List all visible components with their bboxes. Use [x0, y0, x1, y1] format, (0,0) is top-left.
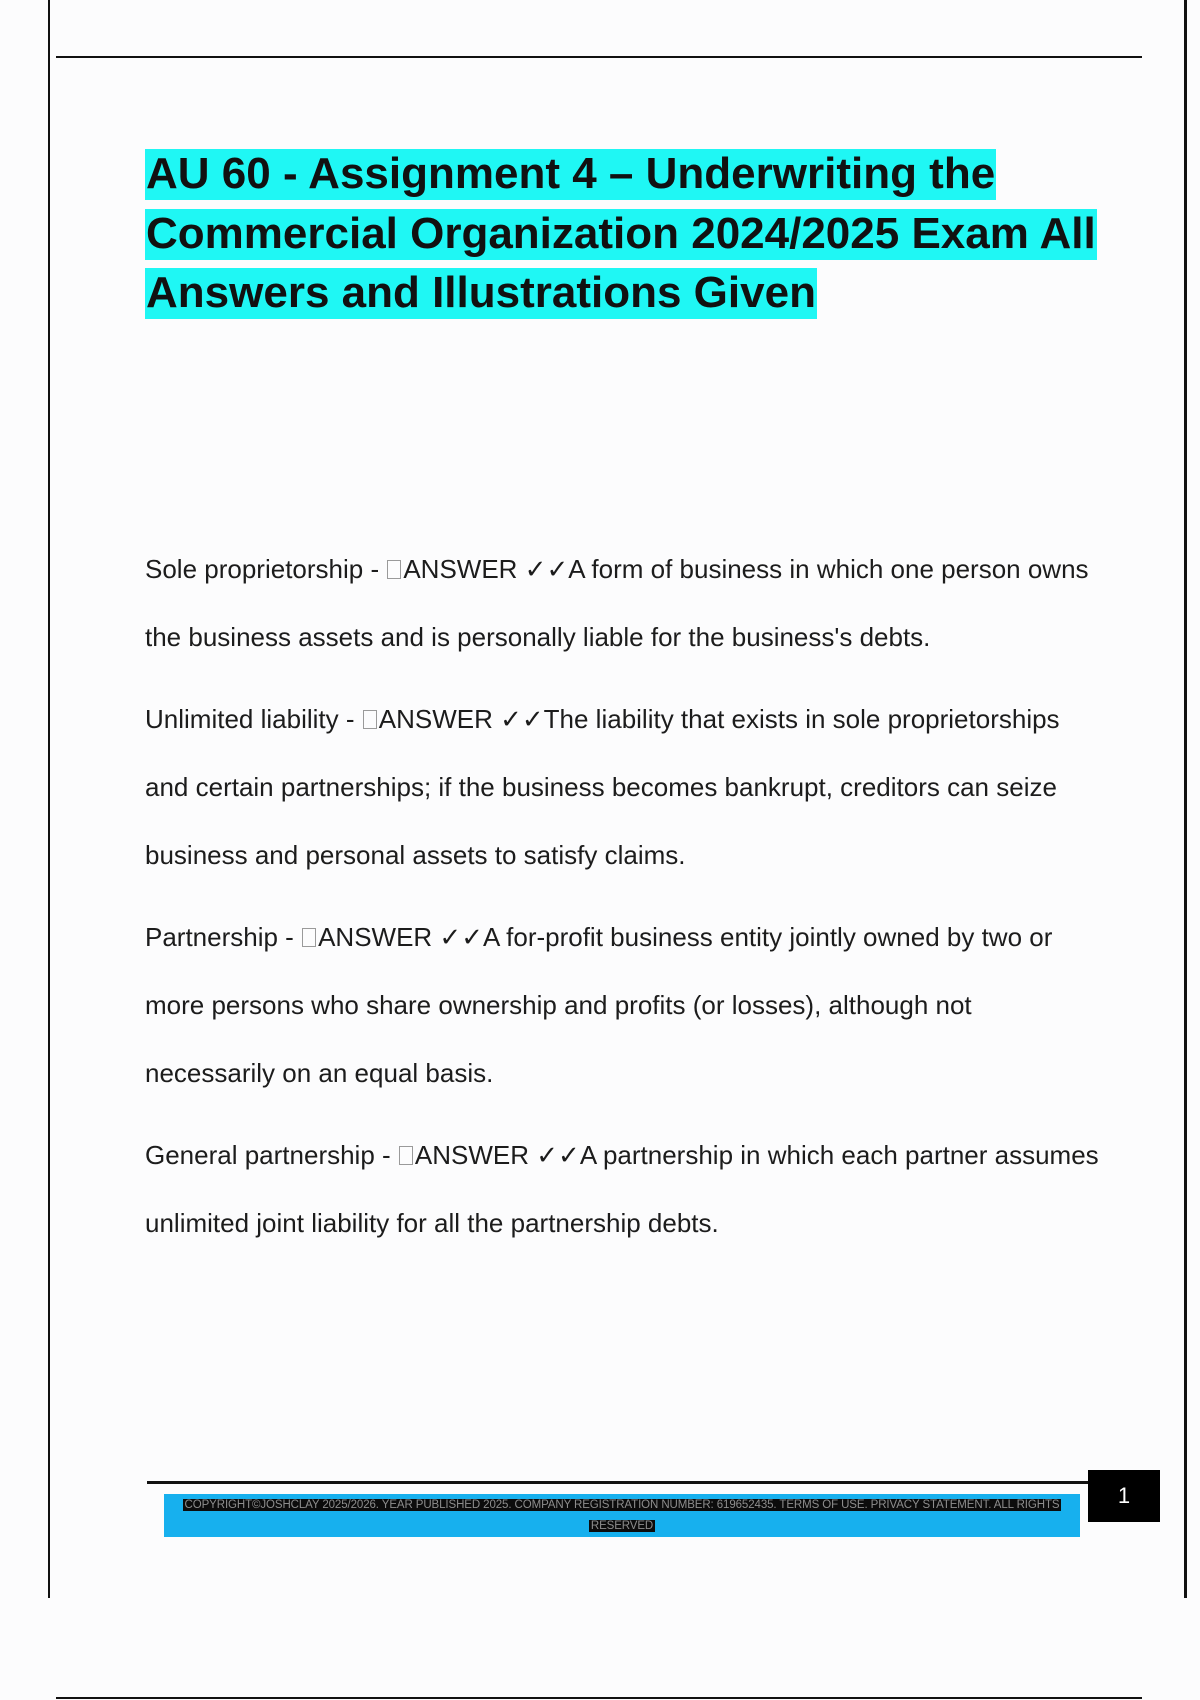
- missing-glyph-icon: [302, 928, 316, 947]
- document-title-text: AU 60 - Assignment 4 – Underwriting the Commercial Organization 2024/2025 Exam All Answers and Illustrations Given: [146, 149, 1096, 317]
- entry-answer-label: ANSWER ✓✓: [403, 554, 569, 584]
- page-frame-right-border: [1184, 0, 1187, 1598]
- qa-entry: [145, 903, 1105, 1107]
- document-title: [145, 144, 1105, 323]
- qa-entry: [145, 1121, 1105, 1257]
- entry-term: Partnership -: [145, 922, 302, 952]
- qa-entry: [145, 535, 1105, 671]
- missing-glyph-icon: [399, 1146, 413, 1165]
- entry-definition: A for-profit business entity jointly owned by two or more persons who share ownership and profits (or losses), although not necessarily on an equal basis.: [145, 922, 1053, 1088]
- entry-term: Sole proprietorship -: [145, 554, 387, 584]
- qa-entry: [145, 685, 1105, 889]
- entry-definition: A partnership in which each partner assumes unlimited joint liability for all the partnership debts.: [145, 1140, 1099, 1238]
- footer-copyright-band: [164, 1494, 1080, 1537]
- entry-answer-label: ANSWER ✓✓: [414, 1140, 580, 1170]
- page-number: [1088, 1470, 1160, 1522]
- header-rule: [56, 56, 1142, 58]
- entry-term: Unlimited liability -: [145, 704, 362, 734]
- footer-copyright: [182, 1495, 1062, 1537]
- missing-glyph-icon: [387, 560, 401, 579]
- entry-answer-label: ANSWER ✓✓: [318, 922, 483, 952]
- page-frame-left-border: [48, 0, 50, 1598]
- entry-answer-label: ANSWER ✓✓: [378, 704, 544, 734]
- entry-term: General partnership -: [145, 1140, 398, 1170]
- missing-glyph-icon: [363, 710, 377, 729]
- page-number-text: 1: [1117, 1483, 1131, 1508]
- footer-rule: [147, 1481, 1089, 1484]
- entry-definition: The liability that exists in sole proprietorships and certain partnerships; if the business becomes bankrupt, creditors can seize business and personal assets to satisfy claims.: [145, 704, 1060, 870]
- qa-entries-list: [145, 535, 1105, 1271]
- entry-definition: A form of business in which one person owns the business assets and is personally liable for the business's debts.: [145, 554, 1089, 652]
- footer-copyright-text: COPYRIGHT©JOSHCLAY 2025/2026. YEAR PUBLISHED 2025. COMPANY REGISTRATION NUMBER: 619652435. TERMS OF USE. PRIVACY STATEMENT. ALL RIGHTS RESERVED: [184, 1498, 1060, 1532]
- page-bottom-rule: [56, 1697, 1142, 1699]
